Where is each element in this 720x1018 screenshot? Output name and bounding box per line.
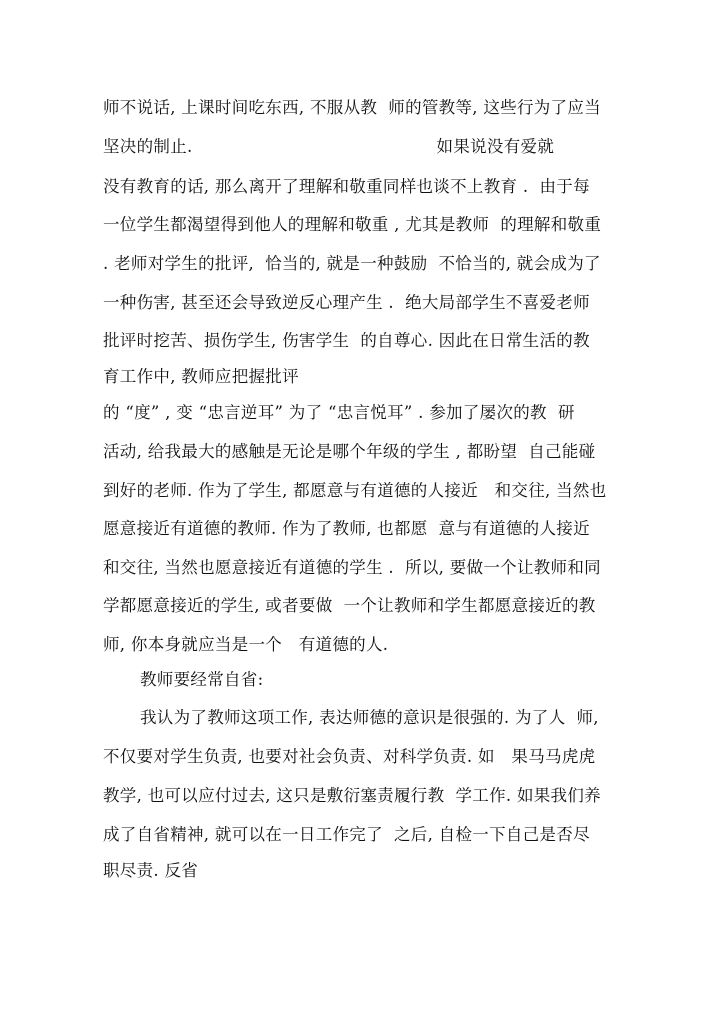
text-line: 一种伤害, 甚至还会导致逆反心理产生 . 绝大局部学生不喜爱老师 — [103, 293, 590, 312]
text-line: 成了自省精神, 就可以在一日工作完了 之后, 自检一下自己是否尽 — [103, 825, 590, 844]
text-line: 不仅要对学生负责, 也要对社会负责、对科学负责. 如 果马马虎虎 — [103, 747, 596, 766]
text-line: 活动, 给我最大的感触是无论是哪个年级的学生 , 都盼望 自己能碰 — [103, 442, 596, 461]
text-line: 到好的老师. 作为了学生, 都愿意与有道德的人接近 和交往, 当然也 — [103, 481, 607, 500]
text-line: 师, 你本身就应当是一个 有道德的人. — [103, 635, 389, 654]
text-line: 批评时挖苦、损伤学生, 伤害学生 的自尊心. 因此在日常生活的教 — [103, 331, 590, 350]
text-line: 和交往, 当然也愿意接近有道德的学生 . 所以, 要做一个让教师和同 — [103, 558, 601, 577]
text-line: 师不说话, 上课时间吃东西, 不服从教 师的管教等, 这些行为了应当 — [103, 98, 601, 117]
text-line: 没有教育的话, 那么离开了理解和敬重同样也谈不上教育 . 由于每 — [103, 177, 590, 196]
text-line: 的 “度” , 变 “忠言逆耳” 为了 “忠言悦耳” . 参加了屡次的教 研 — [103, 403, 575, 422]
text-line: 育工作中, 教师应把握批评 — [103, 367, 299, 386]
text-line: 我认为了教师这项工作, 表达师德的意识是很强的. 为了人 师, — [140, 708, 599, 727]
text-line: 职尽责. 反省 — [103, 861, 199, 880]
section-heading: 教师要经常自省: — [140, 670, 264, 689]
text-line: 一位学生都渴望得到他人的理解和敬重 , 尤其是教师 的理解和敬重 — [103, 215, 602, 234]
text-line: 教学, 也可以应付过去, 这只是敷衍塞责履行教 学工作. 如果我们养 — [103, 786, 601, 805]
text-line: 学都愿意接近的学生, 或者要做 一个让教师和学生都愿意接近的教 — [103, 596, 596, 615]
text-line: 愿意接近有道德的教师. 作为了教师, 也都愿 意与有道德的人接近 — [103, 519, 590, 538]
text-line: 坚决的制止. 如果说没有爱就 — [103, 137, 555, 156]
text-line: . 老师对学生的批评, 恰当的, 就是一种鼓励 不恰当的, 就会成为了 — [103, 254, 601, 273]
